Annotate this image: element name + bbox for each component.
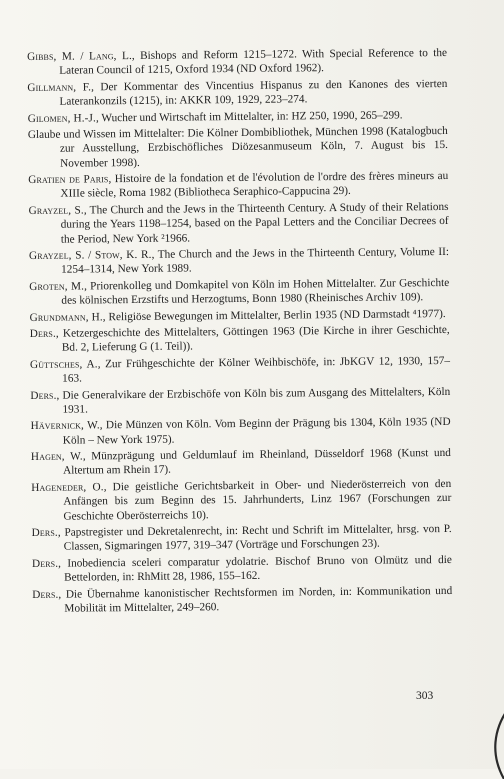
bibliography-entry — [28, 108, 448, 126]
bibliography-entry — [30, 354, 450, 387]
entry-author: Grayzel, S. / Stow, K. R. — [28, 248, 152, 262]
entry-text: , Die Münzen von Köln. Vom Beginn der Prägung bis 1304, Köln 1935 (ND Köln – New York 1975). — [62, 416, 451, 447]
entry-text: , Religiöse Bewegungen im Mittelalter, Berlin 1935 (ND Darmstadt ⁴1977). — [102, 307, 446, 323]
entry-text: , Die geistliche Gerichtsbarkeit in Ober- und Niederösterreich von den Anfängen bis zum Beginn des 15. Jahrhunderts, Linz 1967 (Forschungen zur Geschichte Oberösterreichs 10). — [63, 477, 452, 523]
page-number: 303 — [416, 690, 434, 702]
entry-author: Grundmann, H. — [29, 310, 103, 324]
bibliography-list — [27, 46, 452, 618]
bibliography-entry — [31, 477, 451, 524]
entry-author: Hagen, W. — [30, 450, 83, 464]
bibliography-entry — [28, 200, 448, 247]
entry-text: , Ketzergeschichte des Mittelalters, Göttingen 1963 (Die Kirche in ihrer Geschichte, Bd. 2, Lieferung G (1. Teil)). — [55, 323, 450, 355]
entry-author: Groten, M. — [29, 280, 85, 293]
entry-text: , Papstregister und Dekretalenrecht, in: Recht und Schrift im Mittelalter, hrsg. von P. Classen, Sigmaringen 1977, 319–347 (Vorträge und Forschungen 23). — [57, 522, 452, 553]
entry-text: Glaube und Wissen im Mittelalter: Die Kölner Dombibliothek, München 1998 (Katalogbuch zur Ausstellung, Erzbischöfliches Diözesanmuseum Köln, 7. August bis 15. November 1998). — [27, 125, 448, 170]
entry-author: Ders. — [31, 557, 59, 570]
entry-author: Ders. — [31, 526, 58, 539]
bibliography-entry — [29, 245, 449, 278]
entry-author: Hävernick, W. — [30, 419, 100, 433]
entry-author: Gilomen, H.-J. — [27, 111, 96, 125]
bibliography-entry — [28, 169, 448, 202]
entry-text: , Bishops and Reform 1215–1272. With Special Reference to the Lateran Council of 1215, Oxford 1934 (ND Oxford 1962). — [59, 46, 448, 77]
entry-author: Gillmann, F. — [27, 81, 92, 94]
entry-text: , Münzprägung und Geldumlauf im Rheinland, Düsseldorf 1968 (Kunst und Altertum am Rhein 17). — [62, 447, 451, 478]
entry-text: , Priorenkolleg und Domkapitel von Köln im Hohen Mittelalter. Zur Geschichte des kölnischen Erzstifts und Herzogtums, Bonn 1980 (Rheinisches Archiv 109). — [61, 276, 450, 307]
entry-text: , Inobediencia sceleri comparatur ydolatrie. Bischof Bruno von Olmütz und die Bettelorden, in: RhMitt 28, 1986, 155–162. — [58, 553, 452, 584]
entry-author: Ders. — [29, 327, 56, 341]
bibliography-entry — [32, 522, 452, 555]
entry-author: Gibbs, M. / Lang, L. — [27, 49, 132, 63]
bibliography-entry — [27, 77, 447, 110]
entry-text: , Wucher und Wirtschaft im Mittelalter, in: HZ 250, 1990, 265–299. — [95, 108, 403, 124]
entry-text: , Die Generalvikare der Erzbischöfe von Köln bis zum Ausgang des Mittelalters, Köln 1931. — [56, 385, 451, 416]
bibliography-entry — [31, 415, 451, 448]
bibliography-entry — [32, 584, 452, 617]
entry-author: Ders. — [32, 588, 59, 601]
entry-author: Gratien de Paris — [28, 173, 109, 187]
entry-text: , Die Übernahme kanonistischer Rechtsformen im Norden, in: Kommunikation und Mobilität im Mittelalter, 249–260. — [58, 584, 453, 615]
entry-author: Ders. — [30, 389, 57, 402]
bibliography-entry — [32, 553, 452, 586]
bibliography-entry — [28, 124, 448, 171]
bibliography-entry — [31, 446, 451, 479]
entry-text: , Histoire de la fondation et de l'évolution de l'ordre des frères mineurs au XIIIe siècle, Roma 1982 (Bibliotheca Seraphico-Cappucina 29). — [60, 170, 449, 201]
entry-author: Güttsches, A. — [29, 358, 98, 371]
entry-text: , The Church and the Jews in the Thirteenth Century. A Study of their Relations during the Years 1198–1254, based on the Papal Letters and the Conciliar Decrees of the Period, New York ²1966. — [60, 200, 449, 246]
bibliography-entry — [30, 385, 450, 418]
entry-text: , The Church and the Jews in the Thirteenth Century, Volume II: 1254–1314, New York 1989. — [61, 245, 450, 276]
bibliography-entry — [29, 276, 449, 309]
entry-author: Grayzel, S. — [28, 204, 84, 217]
bibliography-entry — [30, 307, 450, 325]
entry-text: , Zur Frühgeschichte der Kölner Weihbischöfe, in: JbKGV 12, 1930, 157–163. — [62, 354, 451, 385]
bibliography-entry — [30, 323, 450, 356]
entry-author: Hageneder, O. — [31, 481, 104, 494]
entry-text: , Der Kommentar des Vincentius Hispanus zu den Kanones des vierten Laterankonzils (1215), in: AKKR 109, 1929, 223–274. — [59, 77, 448, 108]
bibliography-entry — [27, 46, 447, 79]
